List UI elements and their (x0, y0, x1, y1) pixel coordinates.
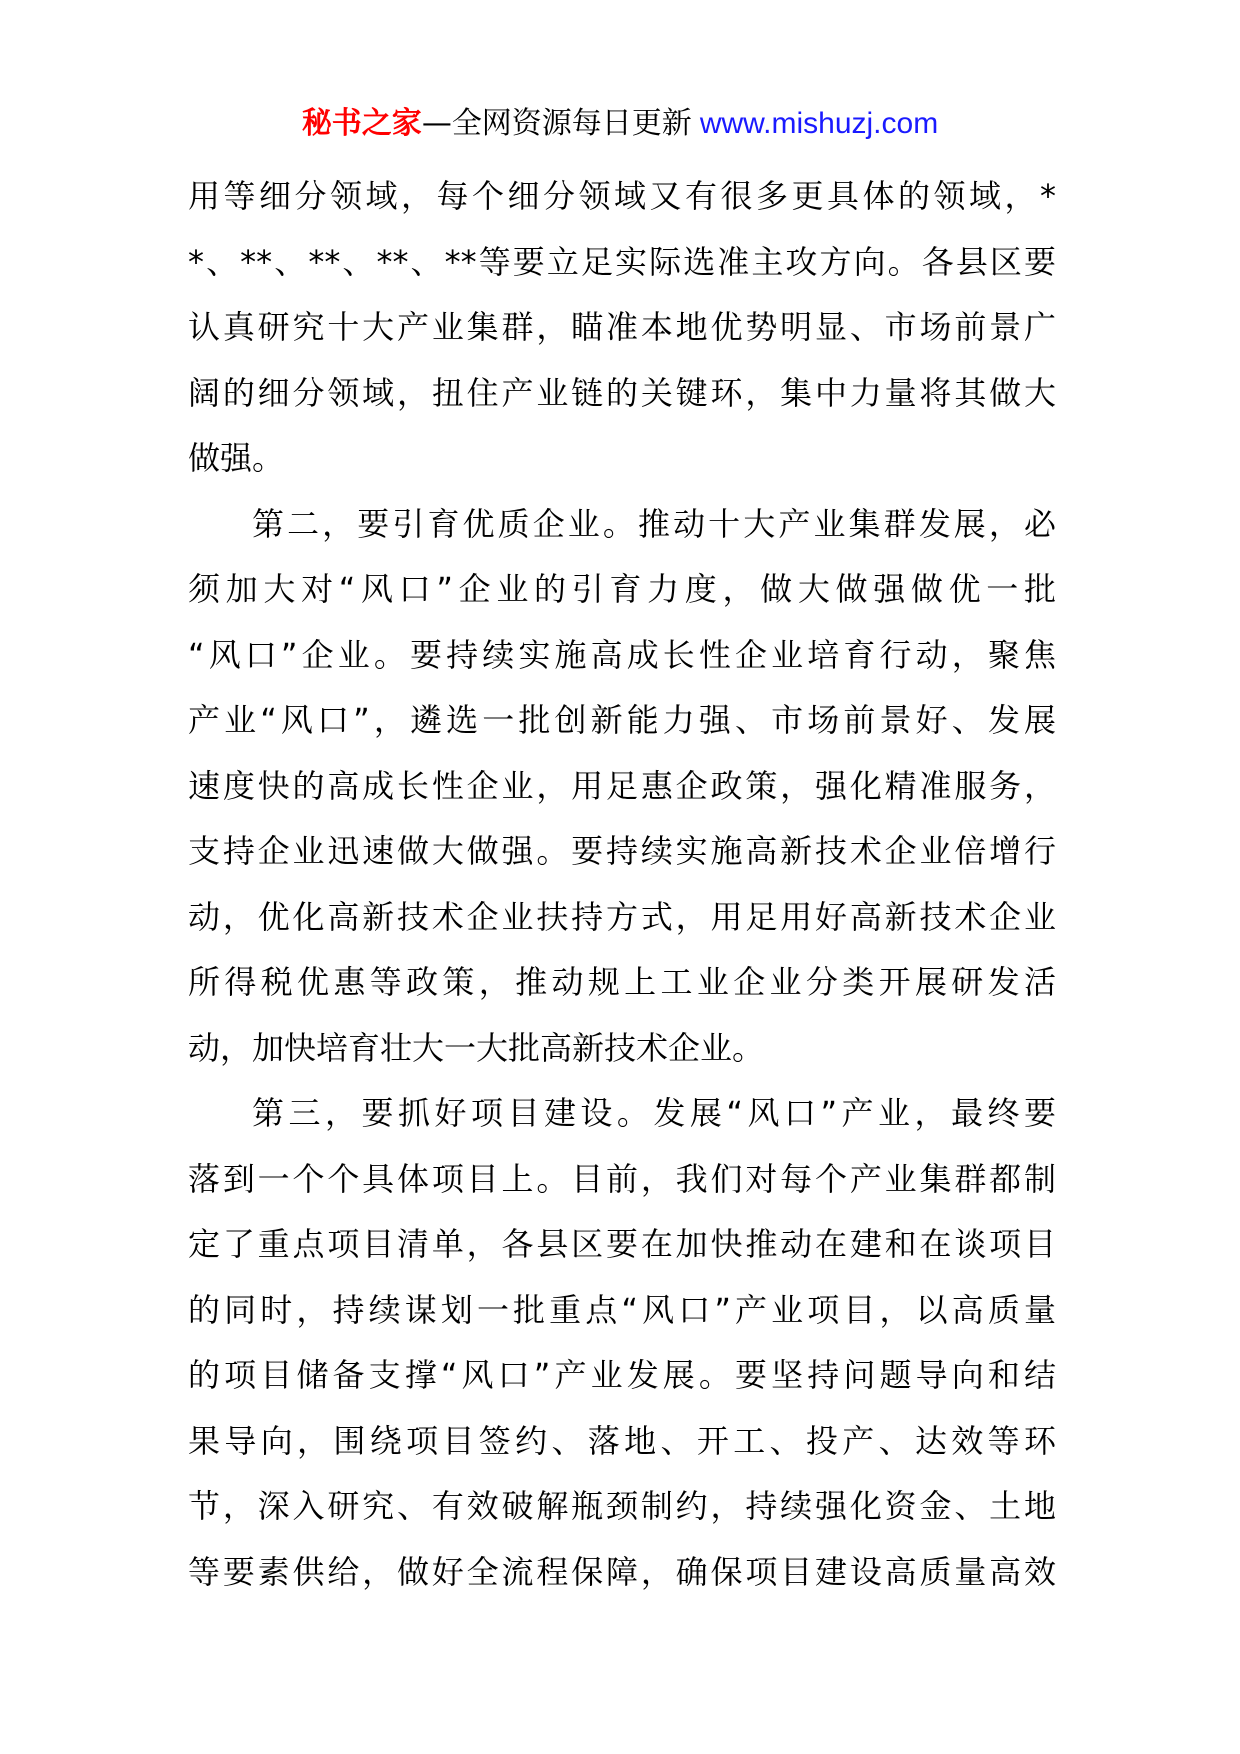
text-line: 认真研究十大产业集群，瞄准本地优势明显、市场前景广 (188, 308, 1056, 346)
text-line: 做强。 (188, 439, 285, 477)
text-line: *、**、**、**、**等要立足实际选准主攻方向。各县区要 (188, 242, 1056, 281)
text-line: 须加大对“风口”企业的引育力度，做大做强做优一批 (188, 570, 1056, 608)
text-line: 所得税优惠等政策，推动规上工业企业分类开展研发活 (188, 963, 1056, 1001)
brand-name: 秘书之家 (301, 106, 422, 141)
header-slogan: —全网资源每日更新 (421, 106, 692, 141)
text-line: 的同时，持续谋划一批重点“风口”产业项目，以高质量 (188, 1290, 1056, 1329)
site-url-link[interactable]: www.mishuzj.com (699, 107, 939, 140)
text-line: “风口”企业。要持续实施高成长性企业培育行动，聚焦 (188, 635, 1056, 674)
text-line: 果导向，围绕项目签约、落地、开工、投产、达效等环 (188, 1421, 1056, 1460)
text-line: 定了重点项目清单，各县区要在加快推动在建和在谈项目 (188, 1225, 1056, 1263)
site-header (0, 104, 1240, 144)
text-line: 节，深入研究、有效破解瓶颈制约，持续强化资金、土地 (188, 1487, 1056, 1525)
paragraph-start-line: 第三，要抓好项目建设。发展“风口”产业，最终要 (252, 1094, 1056, 1132)
text-line: 速度快的高成长性企业，用足惠企政策，强化精准服务， (188, 766, 1056, 805)
text-line: 阔的细分领域，扭住产业链的关键环，集中力量将其做大 (188, 373, 1056, 412)
text-line: 落到一个个具体项目上。目前，我们对每个产业集群都制 (188, 1159, 1056, 1198)
text-line: 等要素供给，做好全流程保障，确保项目建设高质量高效 (188, 1552, 1056, 1591)
document-body (188, 164, 1056, 1605)
text-line: 的项目储备支撑“风口”产业发展。要坚持问题导向和结 (188, 1356, 1056, 1394)
text-line: 产业“风口”，遴选一批创新能力强、市场前景好、发展 (188, 701, 1056, 739)
text-line: 动，优化高新技术企业扶持方式，用足用好高新技术企业 (188, 897, 1056, 936)
text-line: 动，加快培育壮大一大批高新技术企业。 (188, 1028, 765, 1067)
paragraph-start-line: 第二，要引育优质企业。推动十大产业集群发展，必 (252, 504, 1056, 543)
text-line: 用等细分领域，每个细分领域又有很多更具体的领域，* (188, 177, 1056, 215)
text-line: 支持企业迅速做大做强。要持续实施高新技术企业倍增行 (188, 832, 1056, 870)
